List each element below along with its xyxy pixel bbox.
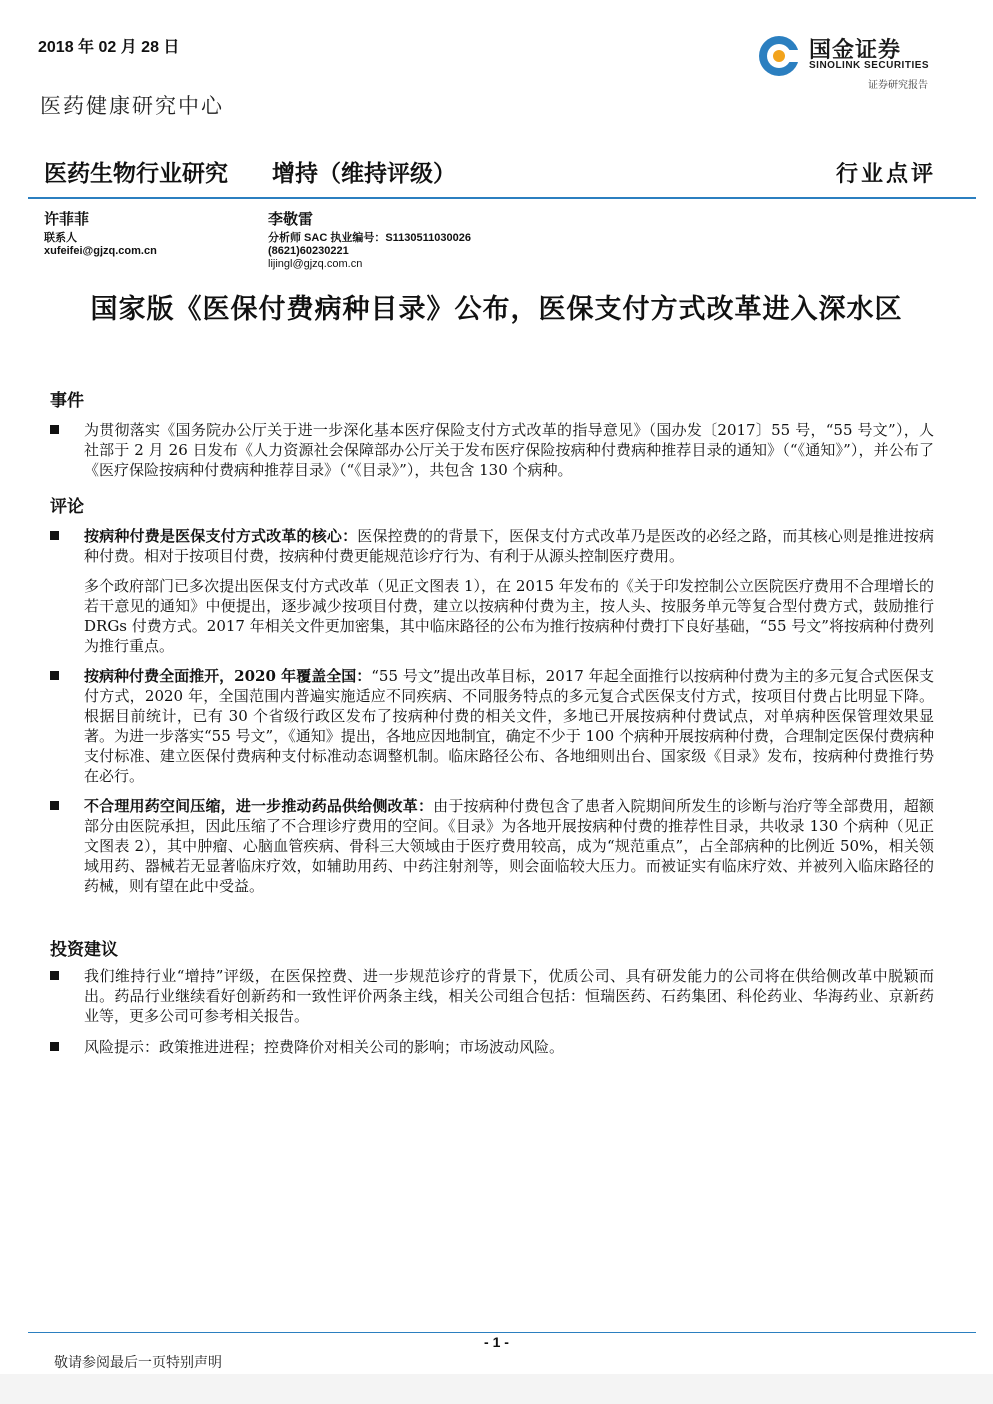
report-title: 国家版《医保付费病种目录》公布，医保支付方式改革进入深水区 — [90, 294, 903, 325]
comment-bullet-1 — [84, 526, 934, 566]
author-2 — [268, 208, 471, 271]
logo-subtitle: 证券研究报告 — [868, 80, 928, 91]
report-type: 行业点评 — [836, 161, 937, 187]
sinolink-logo-icon — [757, 34, 801, 78]
bullet-icon — [50, 671, 59, 680]
industry-title: 医药生物行业研究 — [44, 160, 228, 186]
rating: 增持（维持评级） — [272, 160, 456, 186]
section-heading-event: 事件 — [50, 391, 84, 411]
page-number: - 1 - — [484, 1334, 509, 1350]
section-heading-advice: 投资建议 — [50, 940, 118, 960]
report-date: 2018 年 02 月 28 日 — [38, 39, 180, 56]
author-phone: (8621)60230221 — [268, 245, 349, 257]
bullet-icon — [50, 971, 59, 980]
bullet-text: 医保控费的的背景下，医保支付方式改革乃是医改的必经之路，而其核心则是推进按病种付费。相对于按项目付费，按病种付费更能规范诊疗行为、有利于从源头控制医疗费用。 — [84, 527, 934, 565]
author-name: 李敬雷 — [268, 210, 314, 228]
author-email: lijingl@gjzq.com.cn — [268, 258, 363, 270]
footer-rule — [28, 1332, 976, 1333]
bullet-text: “55 号文”提出改革目标，2017 年起全面推行以按病种付费为主的多元复合式医保支付方式，2020 年，全国范围内普遍实施适应不同疾病、不同服务特点的多元复合式医保支付方式，按项目付费占比明显下降。根据目前统计，已有 30 个省级行政区发布了按病种付费的相关文件，多地已开展按病种付费试点，对单病种医保管理效果显著。为进一步落实“55 号文”，《通知》提出，各地应因地制宜，确定不少于 100 个病种开展按病种付费，合理制定医保付费病种支付标准、建立医保付费病种支付标准动态调整机制。临床路径公布、各地细则出台、国家级《目录》发布，按病种付费推行势在必行。 — [84, 667, 934, 785]
logo-cn-text: 国金证券 — [809, 37, 902, 62]
research-center: 医药健康研究中心 — [40, 94, 224, 118]
section-heading-comment: 评论 — [50, 497, 84, 517]
page-bottom-band — [0, 1374, 993, 1404]
bullet-icon — [50, 1042, 59, 1051]
comment-bullet-1-continued: 多个政府部门已多次提出医保支付方式改革（见正文图表 1），在 2015 年发布的《关于印发控制公立医院医疗费用不合理增长的若干意见的通知》中便提出，逐步减少按项目付费，建立以按病种付费为主，按人头、按服务单元等复合型付费方式，鼓励推行 DRGs 付费方式。2017 年相关文件更加密集，其中临床路径的公布为推行按病种付费打下良好基础，“55 号文”将按病种付费列为推行重点。 — [84, 577, 934, 655]
bullet-lead: 按病种付费全面推开，2020 年覆盖全国： — [84, 667, 372, 685]
author-1 — [44, 208, 157, 258]
bullet-lead: 不合理用药空间压缩，进一步推动药品供给侧改革： — [84, 797, 434, 815]
bullet-lead: 按病种付费是医保支付方式改革的核心： — [84, 527, 358, 545]
author-role: 分析师 SAC 执业编号：S1130511030026 — [268, 232, 471, 244]
event-paragraph: 为贯彻落实《国务院办公厅关于进一步深化基本医疗保险支付方式改革的指导意见》（国办发〔2017〕55 号，“55 号文”），人社部于 2 月 26 日发布《人力资源社会保障部办公厅关于发布医疗保险按病种付费病种推荐目录的通知》（“《通知》”），并公布了《医疗保险按病种付费病种推荐目录》（“《目录》”），共包含 130 个病种。 — [84, 421, 934, 479]
bullet-text: 由于按病种付费包含了患者入院期间所发生的诊断与治疗等全部费用，超额部分由医院承担，因此压缩了不合理诊疗费用的空间。《目录》为各地开展按病种付费的推荐性目录，共收录 130 个病种（见正文图表 2），其中肿瘤、心脑血管疾病、骨科三大领域由于医疗费用较高，成为“规范重点”，占全部病种的比例近 50%，相关领域用药、器械若无显著临床疗效，如辅助用药、中药注射剂等，则会面临较大压力。而被证实有临床疗效、并被列入临床路径的药械，则有望在此中受益。 — [84, 797, 934, 895]
comment-bullet-3 — [84, 796, 934, 896]
author-email: xufeifei@gjzq.com.cn — [44, 245, 157, 257]
advice-paragraph: 我们维持行业“增持”评级，在医保控费、进一步规范诊疗的背景下，优质公司、具有研发能力的公司将在供给侧改革中脱颖而出。药品行业继续看好创新药和一致性评价两条主线，相关公司组合包括：恒瑞医药、石药集团、科伦药业、华海药业、京新药业等，更多公司可参考相关报告。 — [84, 967, 934, 1025]
logo-en-text: SINOLINK SECURITIES — [809, 60, 930, 71]
author-role: 联系人 — [44, 232, 77, 244]
risk-paragraph: 风险提示：政策推进进程；控费降价对相关公司的影响；市场波动风险。 — [84, 1038, 565, 1056]
comment-bullet-2 — [84, 666, 934, 786]
header-rule — [28, 197, 976, 199]
bullet-icon — [50, 425, 59, 434]
author-name: 许菲菲 — [44, 210, 90, 228]
footer-disclaimer: 敬请参阅最后一页特别声明 — [54, 1355, 222, 1371]
bullet-icon — [50, 801, 59, 810]
bullet-icon — [50, 531, 59, 540]
